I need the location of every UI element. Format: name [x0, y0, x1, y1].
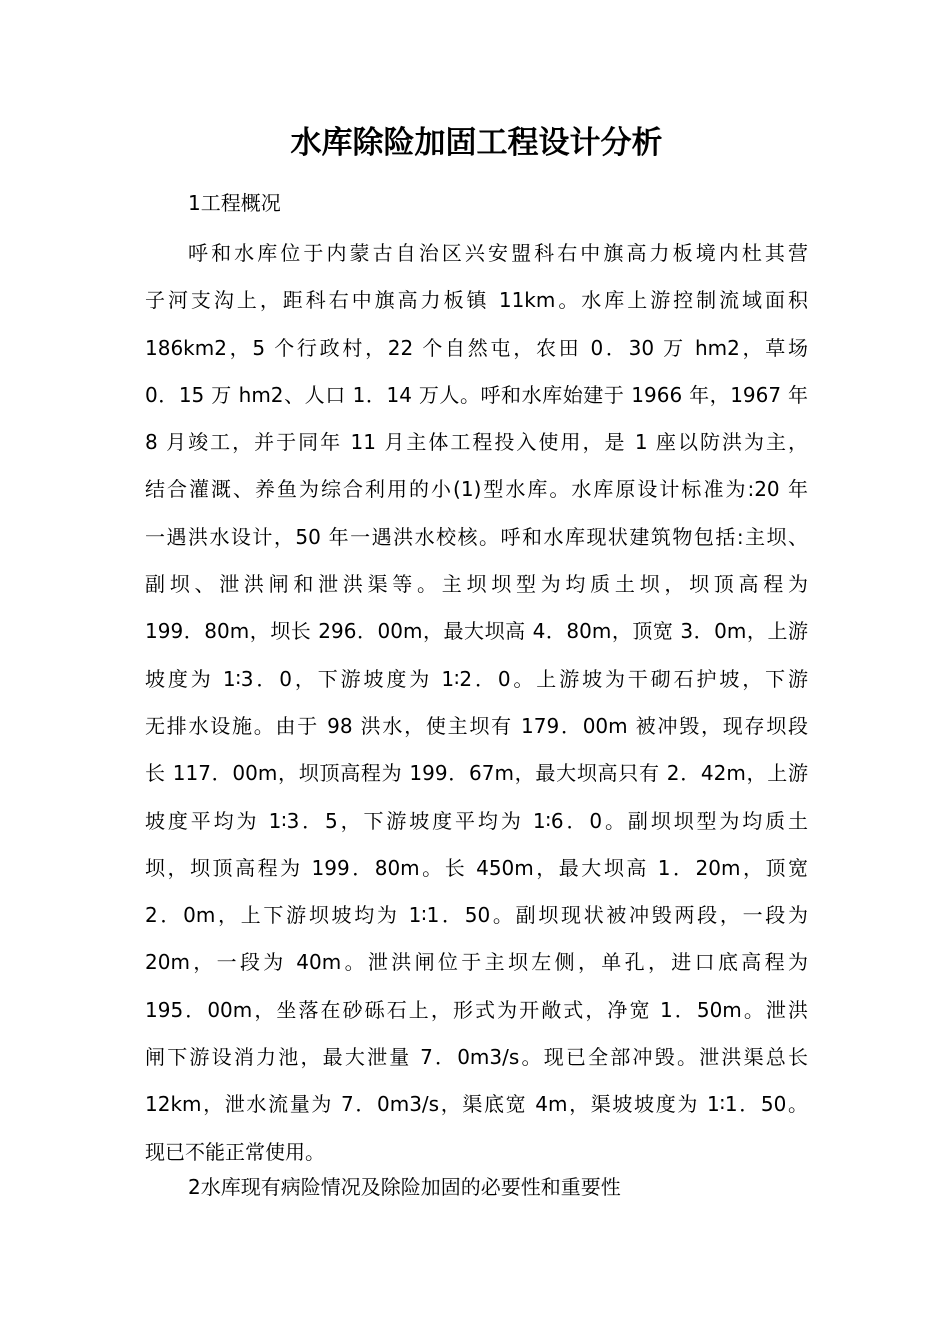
paragraph-line: 副坝、泄洪闸和泄洪渠等。主坝坝型为均质土坝，坝顶高程为 [145, 572, 808, 597]
paragraph-line: 现已不能正常使用。 [145, 1139, 325, 1164]
paragraph-line: 子河支沟上，距科右中旗高力板镇 11km。水库上游控制流域面积 [145, 288, 808, 313]
paragraph-line: 无排水设施。由于 98 洪水，使主坝有 179．00m 被冲毁，现存坝段 [145, 713, 808, 738]
paragraph-line: 12km，泄水流量为 7．0m3/s，渠底宽 4m，渠坡坡度为 1∶1．50。 [145, 1092, 808, 1117]
paragraph-line: 坡度为 1∶3．0，下游坡度为 1∶2．0。上游坡为干砌石护坡，下游 [145, 666, 808, 691]
paragraph-line: 0．15 万 hm2、人口 1．14 万人。呼和水库始建于 1966 年，1967 年 [145, 382, 808, 407]
paragraph-line: 一遇洪水设计，50 年一遇洪水校核。呼和水库现状建筑物包括:主坝、 [145, 524, 808, 549]
paragraph-line: 8 月竣工，并于同年 11 月主体工程投入使用，是 1 座以防洪为主， [145, 430, 808, 455]
paragraph-line: 199．80m，坝长 296．00m，最大坝高 4．80m，顶宽 3．0m，上游 [145, 619, 808, 644]
paragraph-line: 坝，坝顶高程为 199．80m。长 450m，最大坝高 1．20m，顶宽 [145, 855, 808, 880]
paragraph-line: 坡度平均为 1∶3．5，下游坡度平均为 1∶6．0。副坝坝型为均质土 [145, 808, 808, 833]
document-title: 水库除险加固工程设计分析 [290, 125, 663, 161]
paragraph-line: 2．0m，上下游坝坡均为 1∶1．50。副坝现状被冲毁两段，一段为 [145, 903, 808, 928]
paragraph-line: 186km2，5 个行政村，22 个自然屯，农田 0．30 万 hm2，草场 [145, 335, 808, 360]
paragraph-line: 长 117．00m，坝顶高程为 199．67m，最大坝高只有 2．42m，上游 [145, 761, 808, 786]
paragraph-line: 呼和水库位于内蒙古自治区兴安盟科右中旗高力板境内杜其营 [188, 241, 808, 265]
paragraph-line: 20m，一段为 40m。泄洪闸位于主坝左侧，单孔，进口底高程为 [145, 950, 808, 975]
section-heading-1: 1工程概况 [188, 191, 281, 215]
paragraph-line: 结合灌溉、养鱼为综合利用的小(1)型水库。水库原设计标准为:20 年 [145, 477, 808, 502]
paragraph-line: 闸下游设消力池，最大泄量 7．0m3/s。现已全部冲毁。泄洪渠总长 [145, 1045, 808, 1070]
section-heading-2: 2水库现有病险情况及除险加固的必要性和重要性 [188, 1175, 621, 1199]
paragraph-body [145, 230, 808, 1176]
paragraph-line: 195．00m，坐落在砂砾石上，形式为开敞式，净宽 1．50m。泄洪 [145, 997, 808, 1022]
